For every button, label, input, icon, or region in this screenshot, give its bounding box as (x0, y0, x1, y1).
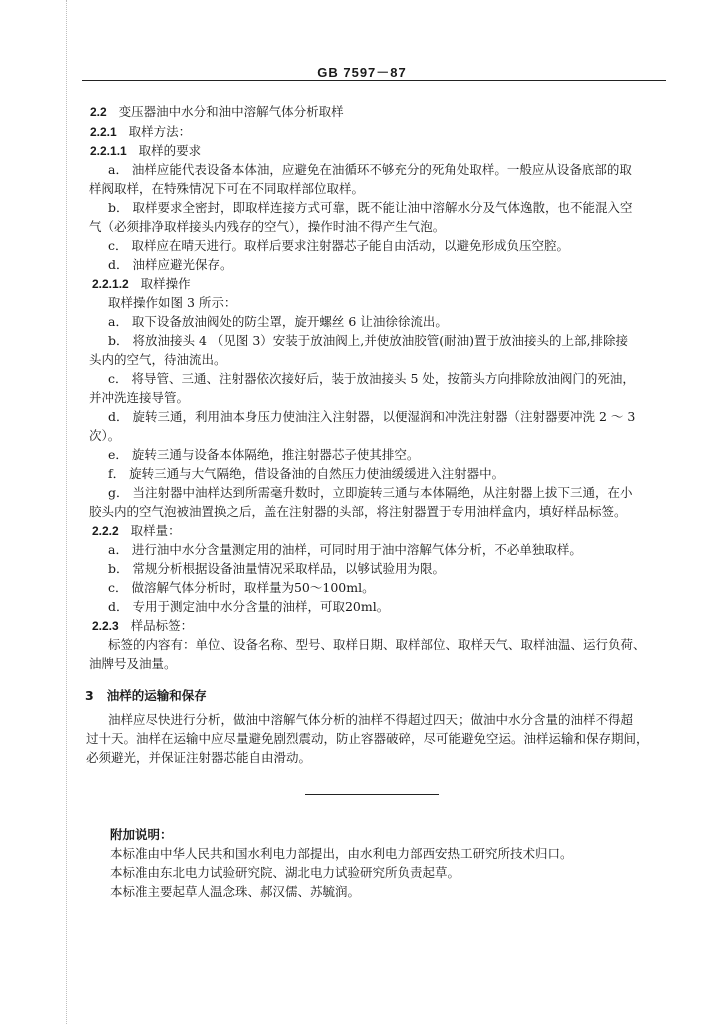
step-b-line2: 头内的空气，待油流出。 (89, 352, 227, 367)
section-2-2-2 (92, 523, 181, 539)
section-number: 3 (85, 688, 94, 703)
section-number: 2.2.1.2 (92, 277, 129, 291)
section-number: 2.2 (90, 105, 107, 119)
header-rule (82, 80, 666, 81)
section-title: 样品标签： (130, 618, 194, 633)
quantity-c: c． 做溶解气体分析时，取样量为50～100ml。 (108, 580, 375, 595)
section-2-2-1-2 (92, 276, 191, 292)
label-content-line1: 标签的内容有：单位、设备名称、型号、取样日期、取样部位、取样天气、取样油温、运行负荷、 (108, 637, 646, 652)
item-b-line2: 气（必须排净取样接头内残存的空气），操作时油不得产生气泡。 (89, 219, 446, 234)
page-header: GB 7597－87 (317, 65, 407, 80)
section-2-2-1 (90, 124, 191, 140)
step-c-line2: 并冲洗连接导管。 (89, 390, 190, 405)
appendix-heading: 附加说明： (110, 827, 173, 842)
item-c: c． 取样应在晴天进行。取样后要求注射器芯子能自由活动，以避免形成负压空腔。 (108, 238, 569, 253)
appendix-line3: 本标准主要起草人温念珠、郝汉儒、苏毓润。 (110, 884, 361, 899)
step-d-line1: d． 旋转三通，利用油本身压力使油注入注射器，以便湿润和冲洗注射器（注射器要冲洗 2 ～ 3 (108, 409, 636, 424)
quantity-a: a． 进行油中水分含量测定用的油样，可同时用于油中溶解气体分析，不必单独取样。 (108, 542, 582, 557)
step-g-line1: g． 当注射器中油样达到所需毫升数时，立即旋转三通与本体隔绝，从注射器上拔下三通，在小 (108, 485, 633, 500)
transport-line3: 必须避光，并保证注射器芯能自由滑动。 (86, 750, 312, 765)
section-number: 2.2.2 (92, 524, 119, 538)
section-2-2-3 (92, 618, 193, 634)
transport-line2: 过十天。油样在运输中应尽量避免剧烈震动，防止容器破碎，尽可能避免空运。油样运输和保存期间， (86, 731, 649, 746)
item-b-line1: b． 取样要求全密封，即取样连接方式可靠，既不能让油中溶解水分及气体逸散，也不能混入空 (108, 200, 633, 215)
section-number: 2.2.1.1 (90, 144, 127, 158)
appendix-line2: 本标准由东北电力试验研究院、湖北电力试验研究所负责起草。 (110, 865, 461, 880)
section-number: 2.2.3 (92, 619, 119, 633)
section-2-2-1-1 (90, 143, 201, 159)
separator-rule (305, 794, 439, 795)
section-title: 变压器油中水分和油中溶解气体分析取样 (118, 104, 344, 119)
procedure-intro: 取样操作如图 3 所示： (108, 295, 237, 310)
section-title: 取样操作 (140, 276, 191, 291)
section-title: 油样的运输和保存 (106, 688, 207, 703)
step-d-line2: 次）。 (89, 428, 121, 443)
item-d: d． 油样应避光保存。 (108, 257, 233, 272)
step-b-line1: b． 将放油接头 4 （见图 3）安装于放油阀上,并使放油胶管(耐油)置于放油接头的上部,排除接 (108, 333, 629, 348)
transport-line1: 油样应尽快进行分析，做油中溶解气体分析的油样不得超过四天；做油中水分含量的油样不得超 (108, 712, 634, 727)
quantity-d: d． 专用于测定油中水分含量的油样，可取20ml。 (108, 599, 390, 614)
step-a: a． 取下设备放油阀处的防尘罩，旋开螺丝 6 让油徐徐流出。 (108, 314, 448, 329)
binding-edge (66, 0, 67, 1024)
section-2-2 (90, 104, 344, 120)
section-title: 取样的要求 (138, 143, 202, 158)
section-title: 取样量： (130, 523, 181, 538)
label-content-line2: 油牌号及油量。 (89, 656, 177, 671)
step-e: e． 旋转三通与设备本体隔绝，推注射器芯子使其排空。 (108, 447, 420, 462)
item-a-line2: 样阀取样，在特殊情况下可在不同取样部位取样。 (89, 181, 365, 196)
step-c-line1: c． 将导管、三通、注射器依次接好后，装于放油接头 5 处，按箭头方向排除放油阀门的死油， (108, 371, 635, 386)
section-title: 取样方法： (128, 124, 192, 139)
quantity-b: b． 常规分析根据设备油量情况采取样品，以够试验用为限。 (108, 561, 445, 576)
appendix-line1: 本标准由中华人民共和国水利电力部提出，由水利电力部西安热工研究所技术归口。 (110, 846, 573, 861)
section-3 (85, 688, 207, 704)
item-a-line1: a． 油样应能代表设备本体油，应避免在油循环不够充分的死角处取样。一般应从设备底部的取 (108, 162, 632, 177)
step-f: f． 旋转三通与大气隔绝，借设备油的自然压力使油缓缓进入注射器中。 (108, 466, 505, 481)
section-number: 2.2.1 (90, 125, 117, 139)
step-g-line2: 胶头内的空气泡被油置换之后，盖在注射器的头部，将注射器置于专用油样盒内，填好样品标签。 (89, 504, 627, 519)
